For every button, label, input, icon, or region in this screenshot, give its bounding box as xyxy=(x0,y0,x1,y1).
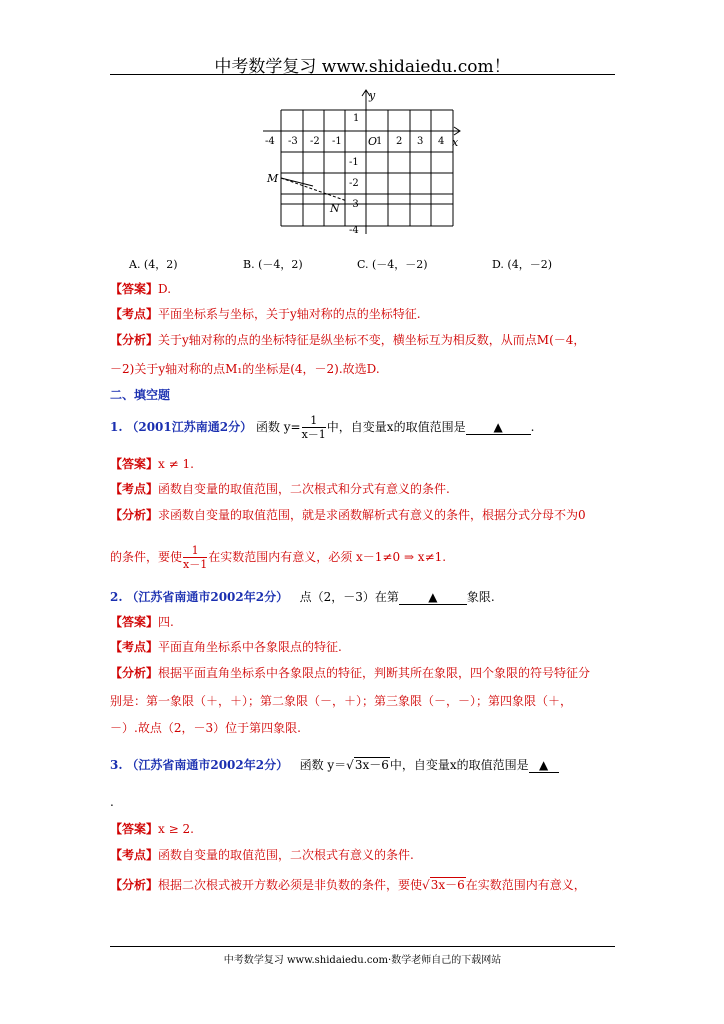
analysis-pre: 根据二次根式被开方数必须是非负数的条件，要使 xyxy=(158,878,423,892)
origin-label: O xyxy=(368,135,378,148)
stem-post: 中，自变量x的取值范围是 xyxy=(389,758,529,772)
q3-answer xyxy=(110,820,194,837)
stem-post: 中，自变量x的取值范围是 xyxy=(326,420,466,434)
analysis-text: 求函数自变量的取值范围，就是求函数解析式有意义的条件，根据分式分母不为0 xyxy=(158,508,586,522)
q2-analysis-line-3: －）.故点（2，－3）位于第四象限. xyxy=(110,721,301,735)
segment-mn xyxy=(281,178,347,201)
fraction: $\frac{1}{x-1}$ xyxy=(301,414,326,441)
radicand: 3x－6 xyxy=(354,758,389,772)
analysis-tag: 【分析】 xyxy=(110,666,159,680)
q3-analysis: 【分析】根据二次根式被开方数必须是非负数的条件，要使√3x－6在实数范围内有意义， xyxy=(110,878,586,892)
analysis-post: 在实数范围内有意义，必须 x－1≠0 ⇒ x≠1. xyxy=(208,550,447,564)
y-tick-label: 1 xyxy=(353,113,360,124)
point-tag: 【考点】 xyxy=(110,640,159,654)
x-axis-label: x xyxy=(452,136,459,149)
point-n-label: N xyxy=(330,202,340,215)
q0-point xyxy=(110,305,421,322)
answer-blank: ▲ xyxy=(399,590,467,605)
answer-blank: ▲ xyxy=(466,420,531,435)
x-tick-label: 3 xyxy=(417,136,424,147)
x-tick-label: 4 xyxy=(438,136,445,147)
analysis-tag: 【分析】 xyxy=(110,878,159,892)
answer-text: D. xyxy=(158,282,172,296)
analysis-pre: 的条件，要使 xyxy=(110,550,183,564)
analysis-text: 关于y轴对称的点的坐标特征是纵坐标不变，横坐标互为相反数，从而点M(－4， xyxy=(158,333,586,347)
header-rule xyxy=(110,74,615,75)
footer-rule xyxy=(110,946,615,947)
q3-stem: 3. （江苏省南通市2002年2分） 函数 y＝√3x－6中，自变量x的取值范围是 ▲ xyxy=(110,756,559,773)
segment-m-horizontal xyxy=(281,178,313,186)
stem-pre: 点（2，－3）在第 xyxy=(299,590,399,604)
q0-answer xyxy=(110,280,171,297)
fraction: $\frac{1}{x-1}$ xyxy=(183,544,208,571)
q1-point xyxy=(110,480,450,497)
q2-point xyxy=(110,638,342,655)
answer-tag: 【答案】 xyxy=(110,457,159,471)
stem-pre: 函数 y= xyxy=(255,420,301,434)
q1-stem xyxy=(110,414,534,441)
analysis-post: 在实数范围内有意义， xyxy=(465,878,586,892)
x-tick-label: -3 xyxy=(288,136,298,147)
point-text: 函数自变量的取值范围，二次根式和分式有意义的条件. xyxy=(158,482,450,496)
answer-tag: 【答案】 xyxy=(110,822,159,836)
coordinate-grid-figure xyxy=(255,86,470,238)
q1-analysis-line-2 xyxy=(110,544,446,571)
y-tick-label: -2 xyxy=(349,178,359,189)
question-number: 1. xyxy=(110,420,123,434)
radicand: 3x－6 xyxy=(430,878,465,892)
point-tag: 【考点】 xyxy=(110,307,159,321)
choice-a: A. (4，2) xyxy=(129,258,178,271)
page-footer: 中考数学复习 www.shidaiedu.com·数学老师自己的下载网站 xyxy=(223,955,502,966)
x-tick-label: -4 xyxy=(265,136,275,147)
question-source: （2001江苏南通2分） xyxy=(126,420,253,434)
answer-tag: 【答案】 xyxy=(110,282,159,296)
analysis-tag: 【分析】 xyxy=(110,333,159,347)
q2-answer xyxy=(110,613,174,630)
x-tick-label: 2 xyxy=(396,136,403,147)
question-source: （江苏省南通市2002年2分） xyxy=(126,758,289,772)
y-tick-label: -4 xyxy=(349,225,359,236)
stem-post: 象限. xyxy=(466,590,495,604)
section-title: 二、填空题 xyxy=(110,388,171,402)
answer-text: 四. xyxy=(158,615,174,629)
q2-analysis-line-2: 别是：第一象限（＋，＋）；第二象限（－，＋）；第三象限（－，－）；第四象限（＋， xyxy=(110,694,573,708)
y-tick-label: -3 xyxy=(349,199,359,210)
q3-point xyxy=(110,846,414,863)
page-header: 中考数学复习 www.shidaiedu.com！ xyxy=(214,57,511,77)
question-source: （江苏省南通市2002年2分） xyxy=(126,590,289,604)
point-m-label: M xyxy=(267,172,279,185)
point-text: 平面坐标系与坐标，关于y轴对称的点的坐标特征. xyxy=(158,307,421,321)
q1-answer xyxy=(110,455,194,472)
y-axis-label: y xyxy=(369,89,376,102)
grid-lines xyxy=(281,110,453,226)
stem-pre: 函数 y＝ xyxy=(299,758,347,772)
x-tick-label: -1 xyxy=(332,136,342,147)
q2-analysis-line-1 xyxy=(110,664,590,681)
q2-stem xyxy=(110,588,495,605)
answer-blank: ▲ xyxy=(529,758,559,773)
point-text: 平面直角坐标系中各象限点的特征. xyxy=(158,640,342,654)
question-number: 3. xyxy=(110,758,123,772)
x-tick-label: -2 xyxy=(310,136,320,147)
point-tag: 【考点】 xyxy=(110,482,159,496)
q1-analysis-line-1 xyxy=(110,506,586,523)
q3-stem-end: . xyxy=(110,795,114,809)
question-number: 2. xyxy=(110,590,123,604)
choice-d: D. (4，－2) xyxy=(492,258,553,271)
point-text: 函数自变量的取值范围，二次根式有意义的条件. xyxy=(158,848,414,862)
answer-text: x ≥ 2. xyxy=(158,822,194,836)
choice-c: C. (－4，－2) xyxy=(357,258,428,271)
choice-b: B. (－4，2) xyxy=(243,258,303,271)
q0-analysis-line-2: －2)关于y轴对称的点M₁的坐标是(4，－2).故选D. xyxy=(110,362,380,376)
q0-analysis-line-1 xyxy=(110,331,585,348)
y-tick-label: -1 xyxy=(349,157,359,168)
x-tick-label: 1 xyxy=(376,136,383,147)
analysis-text: 根据平面直角坐标系中各象限点的特征，判断其所在象限，四个象限的符号特征分 xyxy=(158,666,591,680)
stem-end: . xyxy=(530,420,535,434)
answer-text: x ≠ 1. xyxy=(158,457,194,471)
analysis-tag: 【分析】 xyxy=(110,508,159,522)
point-tag: 【考点】 xyxy=(110,848,159,862)
answer-tag: 【答案】 xyxy=(110,615,159,629)
